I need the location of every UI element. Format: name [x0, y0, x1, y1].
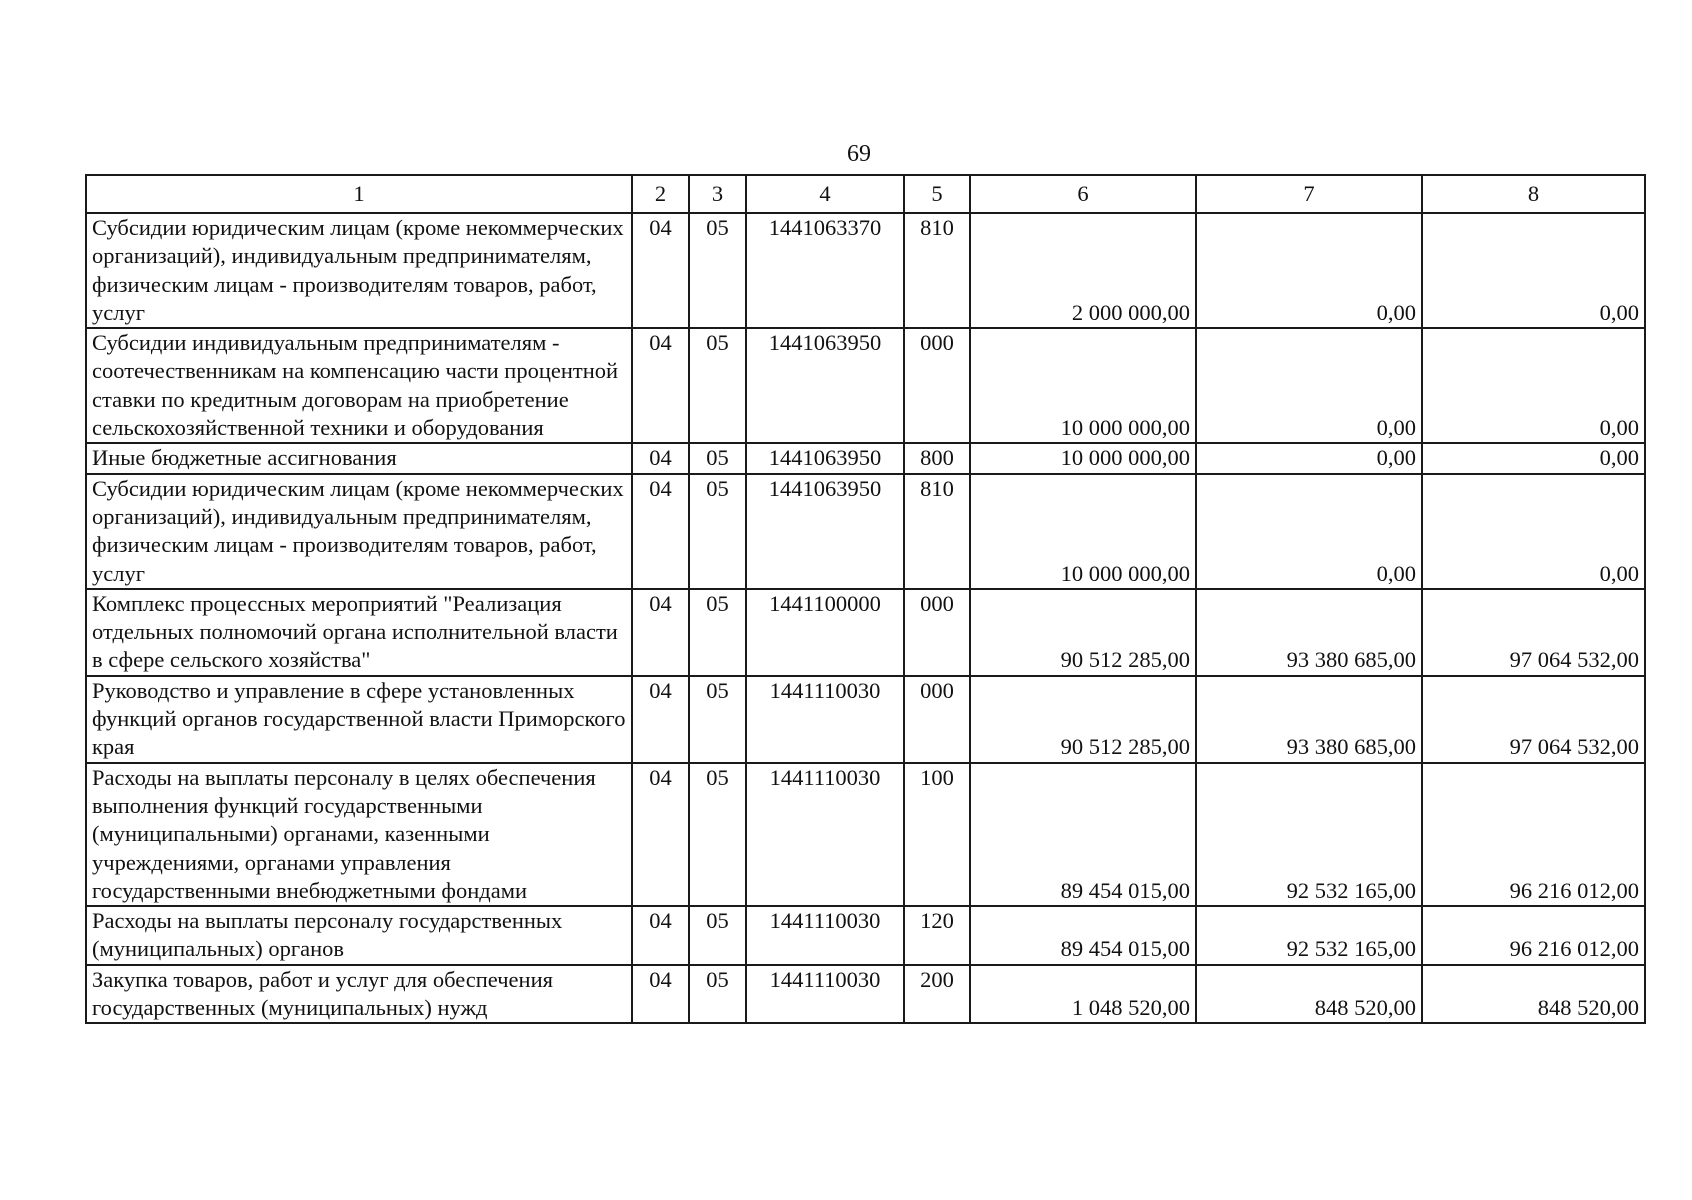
- header-cell-col3: 3: [689, 175, 746, 213]
- row-sum-col8-cell: 96 216 012,00: [1422, 906, 1645, 965]
- row-name-cell: Иные бюджетные ассигнования: [86, 443, 632, 473]
- row-subsection-cell: 05: [689, 589, 746, 676]
- row-expense-type-cell: 120: [904, 906, 970, 965]
- row-sum-col7-cell: 93 380 685,00: [1196, 676, 1422, 763]
- row-section-cell: 04: [632, 328, 689, 443]
- row-section-cell: 04: [632, 763, 689, 906]
- row-sum-col8-cell: 848 520,00: [1422, 965, 1645, 1024]
- header-cell-col6: 6: [970, 175, 1196, 213]
- row-target-article-cell: 1441063950: [746, 474, 904, 589]
- table-row: [86, 763, 1645, 906]
- row-sum-col6-cell: 89 454 015,00: [970, 906, 1196, 965]
- row-sum-col6-cell: 90 512 285,00: [970, 589, 1196, 676]
- table-row: [86, 676, 1645, 763]
- row-name-cell: Расходы на выплаты персоналу государственных (муниципальных) органов: [86, 906, 632, 965]
- row-sum-col8-cell: 0,00: [1422, 443, 1645, 473]
- row-expense-type-cell: 800: [904, 443, 970, 473]
- row-sum-col8-cell: 0,00: [1422, 213, 1645, 328]
- row-sum-col7-cell: 0,00: [1196, 328, 1422, 443]
- row-sum-col8-cell: 0,00: [1422, 328, 1645, 443]
- row-section-cell: 04: [632, 676, 689, 763]
- row-subsection-cell: 05: [689, 676, 746, 763]
- header-cell-col7: 7: [1196, 175, 1422, 213]
- row-name-cell: Расходы на выплаты персоналу в целях обеспечения выполнения функций государственными (муниципальными) органами, казенными учреждениями, органами управления государственными внебюджетными фондами: [86, 763, 632, 906]
- header-cell-col4: 4: [746, 175, 904, 213]
- row-sum-col7-cell: 0,00: [1196, 443, 1422, 473]
- row-expense-type-cell: 000: [904, 589, 970, 676]
- row-subsection-cell: 05: [689, 965, 746, 1024]
- row-section-cell: 04: [632, 443, 689, 473]
- row-sum-col7-cell: 92 532 165,00: [1196, 906, 1422, 965]
- table-row: [86, 474, 1645, 589]
- table-body: [86, 175, 1645, 1023]
- row-expense-type-cell: 000: [904, 676, 970, 763]
- row-subsection-cell: 05: [689, 906, 746, 965]
- row-subsection-cell: 05: [689, 474, 746, 589]
- row-name-cell: Субсидии индивидуальным предпринимателям - соотечественникам на компенсацию части процентной ставки по кредитным договорам на приобретение сельскохозяйственной техники и оборудования: [86, 328, 632, 443]
- row-expense-type-cell: 810: [904, 213, 970, 328]
- row-section-cell: 04: [632, 213, 689, 328]
- row-sum-col6-cell: 90 512 285,00: [970, 676, 1196, 763]
- row-sum-col7-cell: 93 380 685,00: [1196, 589, 1422, 676]
- table-row: [86, 906, 1645, 965]
- row-sum-col7-cell: 0,00: [1196, 474, 1422, 589]
- row-name-cell: Субсидии юридическим лицам (кроме некоммерческих организаций), индивидуальным предпринимателям, физическим лицам - производителям товаров, работ, услуг: [86, 213, 632, 328]
- row-sum-col6-cell: 10 000 000,00: [970, 328, 1196, 443]
- row-sum-col7-cell: 0,00: [1196, 213, 1422, 328]
- row-sum-col7-cell: 848 520,00: [1196, 965, 1422, 1024]
- table-row: [86, 443, 1645, 473]
- page-number: 69: [847, 141, 871, 167]
- row-sum-col8-cell: 97 064 532,00: [1422, 676, 1645, 763]
- row-section-cell: 04: [632, 965, 689, 1024]
- table-row: [86, 328, 1645, 443]
- row-expense-type-cell: 100: [904, 763, 970, 906]
- row-sum-col8-cell: 97 064 532,00: [1422, 589, 1645, 676]
- row-target-article-cell: 1441110030: [746, 763, 904, 906]
- row-expense-type-cell: 000: [904, 328, 970, 443]
- row-sum-col6-cell: 10 000 000,00: [970, 443, 1196, 473]
- row-expense-type-cell: 200: [904, 965, 970, 1024]
- row-subsection-cell: 05: [689, 763, 746, 906]
- row-sum-col8-cell: 96 216 012,00: [1422, 763, 1645, 906]
- table-row: [86, 589, 1645, 676]
- header-row: [86, 175, 1645, 213]
- row-sum-col6-cell: 2 000 000,00: [970, 213, 1196, 328]
- row-sum-col6-cell: 89 454 015,00: [970, 763, 1196, 906]
- row-sum-col8-cell: 0,00: [1422, 474, 1645, 589]
- row-name-cell: Субсидии юридическим лицам (кроме некоммерческих организаций), индивидуальным предпринимателям, физическим лицам - производителям товаров, работ, услуг: [86, 474, 632, 589]
- budget-table: [85, 174, 1646, 1024]
- row-name-cell: Закупка товаров, работ и услуг для обеспечения государственных (муниципальных) нужд: [86, 965, 632, 1024]
- header-cell-col8: 8: [1422, 175, 1645, 213]
- table-row: [86, 965, 1645, 1024]
- row-target-article-cell: 1441063370: [746, 213, 904, 328]
- row-target-article-cell: 1441100000: [746, 589, 904, 676]
- table-row: [86, 213, 1645, 328]
- row-sum-col6-cell: 10 000 000,00: [970, 474, 1196, 589]
- row-target-article-cell: 1441063950: [746, 328, 904, 443]
- row-subsection-cell: 05: [689, 443, 746, 473]
- row-name-cell: Руководство и управление в сфере установленных функций органов государственной власти Приморского края: [86, 676, 632, 763]
- row-sum-col7-cell: 92 532 165,00: [1196, 763, 1422, 906]
- row-target-article-cell: 1441110030: [746, 906, 904, 965]
- row-subsection-cell: 05: [689, 213, 746, 328]
- row-target-article-cell: 1441110030: [746, 676, 904, 763]
- row-target-article-cell: 1441110030: [746, 965, 904, 1024]
- header-cell-col1: 1: [86, 175, 632, 213]
- row-section-cell: 04: [632, 906, 689, 965]
- row-sum-col6-cell: 1 048 520,00: [970, 965, 1196, 1024]
- header-cell-col2: 2: [632, 175, 689, 213]
- header-cell-col5: 5: [904, 175, 970, 213]
- row-section-cell: 04: [632, 589, 689, 676]
- row-expense-type-cell: 810: [904, 474, 970, 589]
- row-section-cell: 04: [632, 474, 689, 589]
- row-subsection-cell: 05: [689, 328, 746, 443]
- row-target-article-cell: 1441063950: [746, 443, 904, 473]
- row-name-cell: Комплекс процессных мероприятий "Реализация отдельных полномочий органа исполнительной власти в сфере сельского хозяйства": [86, 589, 632, 676]
